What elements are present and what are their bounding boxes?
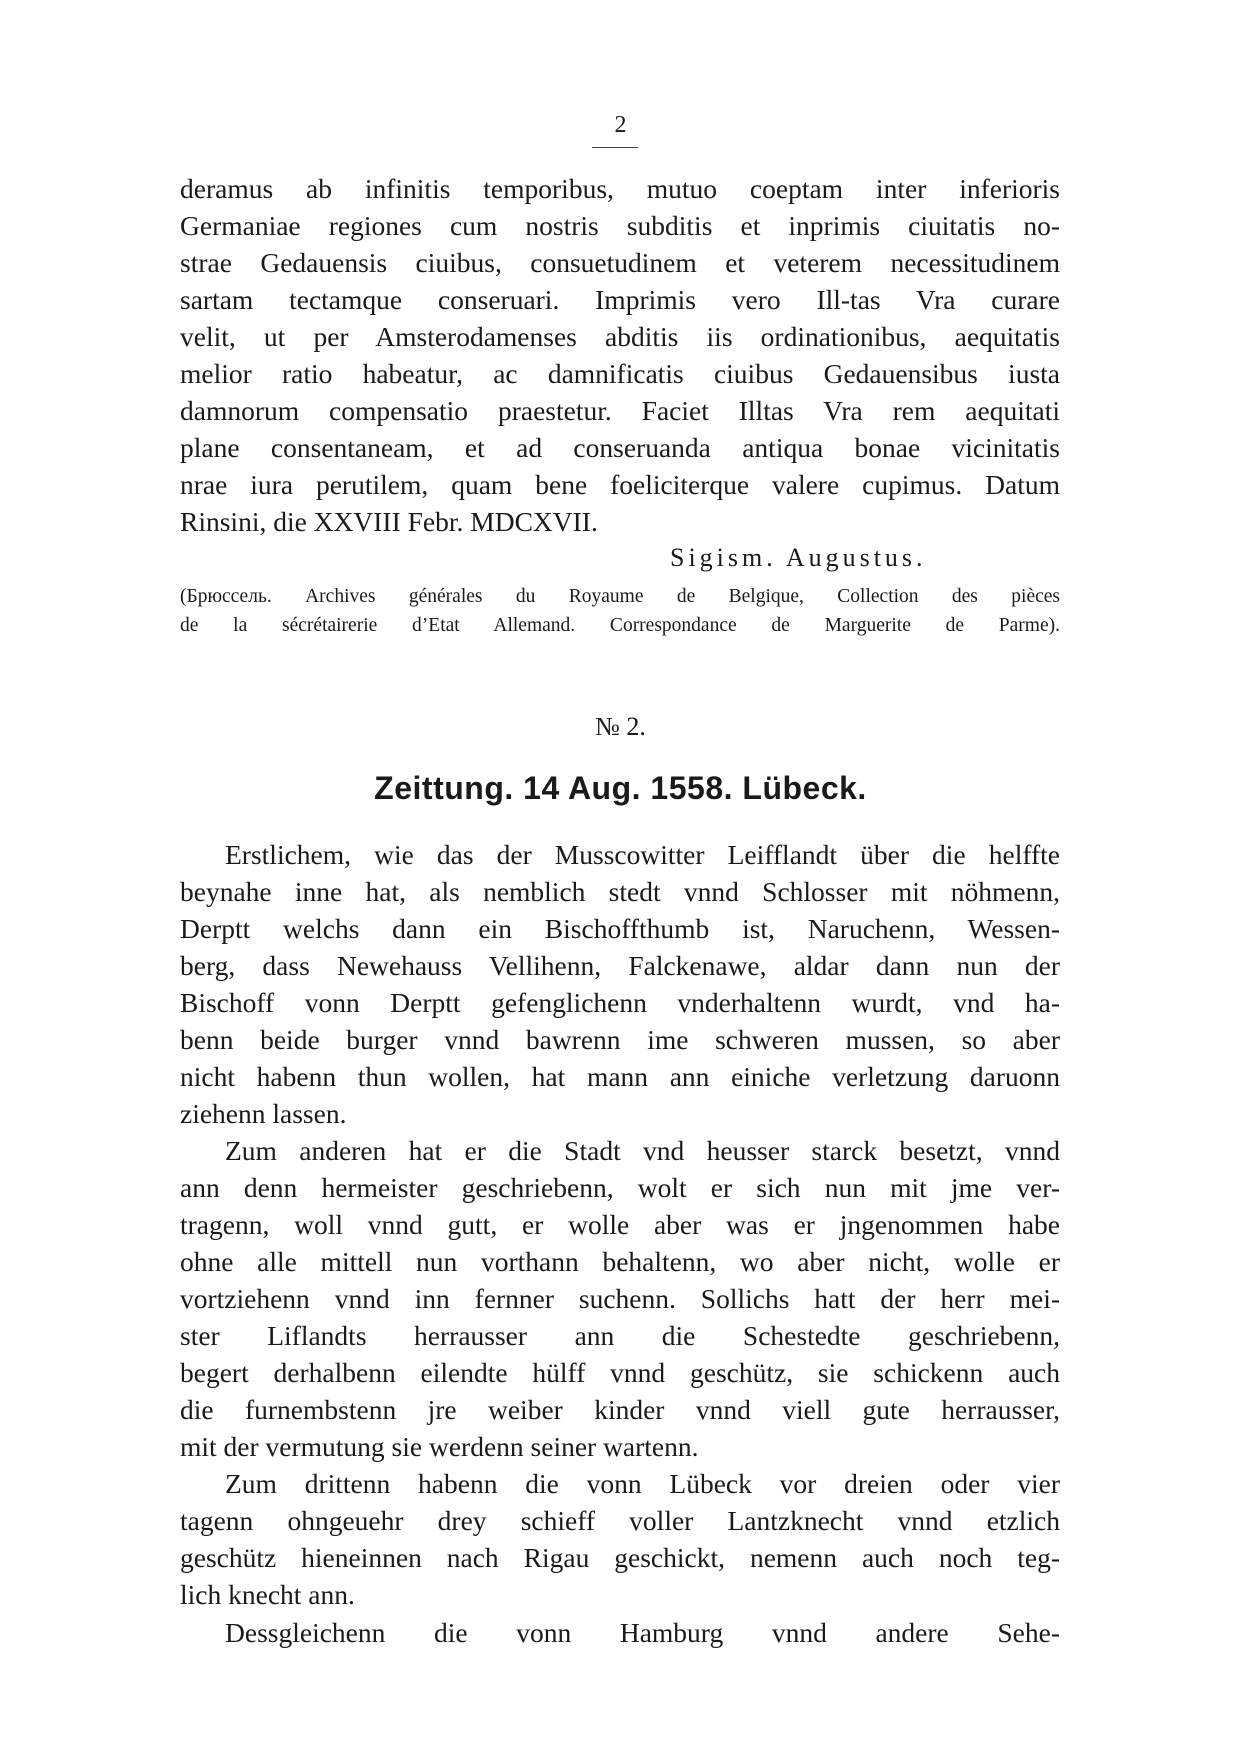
signature: Sigism. Augustus. [670,543,927,572]
text-line: ann denn hermeister geschriebenn, wolt er sich nun mit jme ver- [180,1172,1060,1203]
text-line: ster Liflandts herrausser ann die Schestedte geschriebenn, [180,1320,1060,1351]
text-line: lich knecht ann. [180,1579,355,1610]
text-line: sartam tectamque conseruari. Imprimis vero Ill-tas Vra curare [180,284,1060,315]
text-line: tragenn, woll vnnd gutt, er wolle aber was er jngenommen habe [180,1209,1060,1240]
source-note-line: (Брюссель. Archives générales du Royaume de Belgique, Collection des pièces [180,586,1060,607]
source-note [180,582,1060,640]
text-line: deramus ab infinitis temporibus, mutuo coeptam inter inferioris [180,173,1060,204]
text-line: benn beide burger vnnd bawrenn ime schweren mussen, so aber [180,1024,1060,1055]
text-line: Zum anderen hat er die Stadt vnd heusser starck besetzt, vnnd [225,1135,1060,1166]
text-line: begert derhalbenn eilendte hülff vnnd geschütz, sie schickenn auch [180,1357,1060,1388]
text-line: Bischoff vonn Derptt gefenglichenn vnderhaltenn wurdt, vnd ha- [180,987,1060,1018]
page-number: 2 [614,112,627,138]
letter-text [180,170,1060,540]
text-line: ohne alle mittell nun vorthann behaltenn, wo aber nicht, wolle er [180,1246,1060,1277]
body-paragraph-1 [180,836,1060,1132]
text-line: strae Gedauensis ciuibus, consuetudinem et veterem necessitudinem [180,247,1060,278]
text-line: melior ratio habeatur, ac damnificatis ciuibus Gedauensibus iusta [180,358,1060,389]
document-number: № 2. [595,712,646,741]
text-line: Germaniae regiones cum nostris subditis et inprimis ciuitatis no- [180,210,1060,241]
text-line: Rinsini, die XXVIII Febr. MDCXVII. [180,506,598,537]
page-number-rule [592,147,638,148]
text-line: berg, dass Newehauss Vellihenn, Falckenawe, aldar dann nun der [180,950,1060,981]
body-paragraph-4 [180,1614,1060,1651]
document-heading: Zeittung. 14 Aug. 1558. Lübeck. [374,770,867,806]
text-line: beynahe inne hat, als nemblich stedt vnnd Schlosser mit nöhmenn, [180,876,1060,907]
source-note-line: de la sécrétairerie d’Etat Allemand. Correspondance de Marguerite de Parme). [180,615,1060,636]
text-line: ziehenn lassen. [180,1098,347,1129]
text-line: mit der vermutung sie werdenn seiner wartenn. [180,1431,699,1462]
body-paragraph-2 [180,1132,1060,1465]
text-line: nrae iura perutilem, quam bene foeliciterque valere cupimus. Datum [180,469,1060,500]
text-line: geschütz hieneinnen nach Rigau geschickt, nemenn auch noch teg- [180,1542,1060,1573]
text-line: vortziehenn vnnd inn fernner suchenn. Sollichs hatt der herr mei- [180,1283,1060,1314]
text-line: damnorum compensatio praestetur. Faciet Illtas Vra rem aequitati [180,395,1060,426]
text-line: Zum drittenn habenn die vonn Lübeck vor dreien oder vier [225,1468,1060,1499]
text-line: die furnembstenn jre weiber kinder vnnd viell gute herrausser, [180,1394,1060,1425]
text-line: Erstlichem, wie das der Musscowitter Leifflandt über die helffte [225,839,1060,870]
text-line: Dessgleichenn die vonn Hamburg vnnd andere Sehe- [225,1617,1060,1648]
text-line: Derptt welchs dann ein Bischoffthumb ist, Naruchenn, Wessen- [180,913,1060,944]
body-paragraph-3 [180,1465,1060,1613]
text-line: tagenn ohngeuehr drey schieff voller Lantzknecht vnnd etzlich [180,1505,1060,1536]
text-line: velit, ut per Amsterodamenses abditis iis ordinationibus, aequitatis [180,321,1060,352]
text-line: nicht habenn thun wollen, hat mann ann einiche verletzung daruonn [180,1061,1060,1092]
text-line: plane consentaneam, et ad conseruanda antiqua bonae vicinitatis [180,432,1060,463]
